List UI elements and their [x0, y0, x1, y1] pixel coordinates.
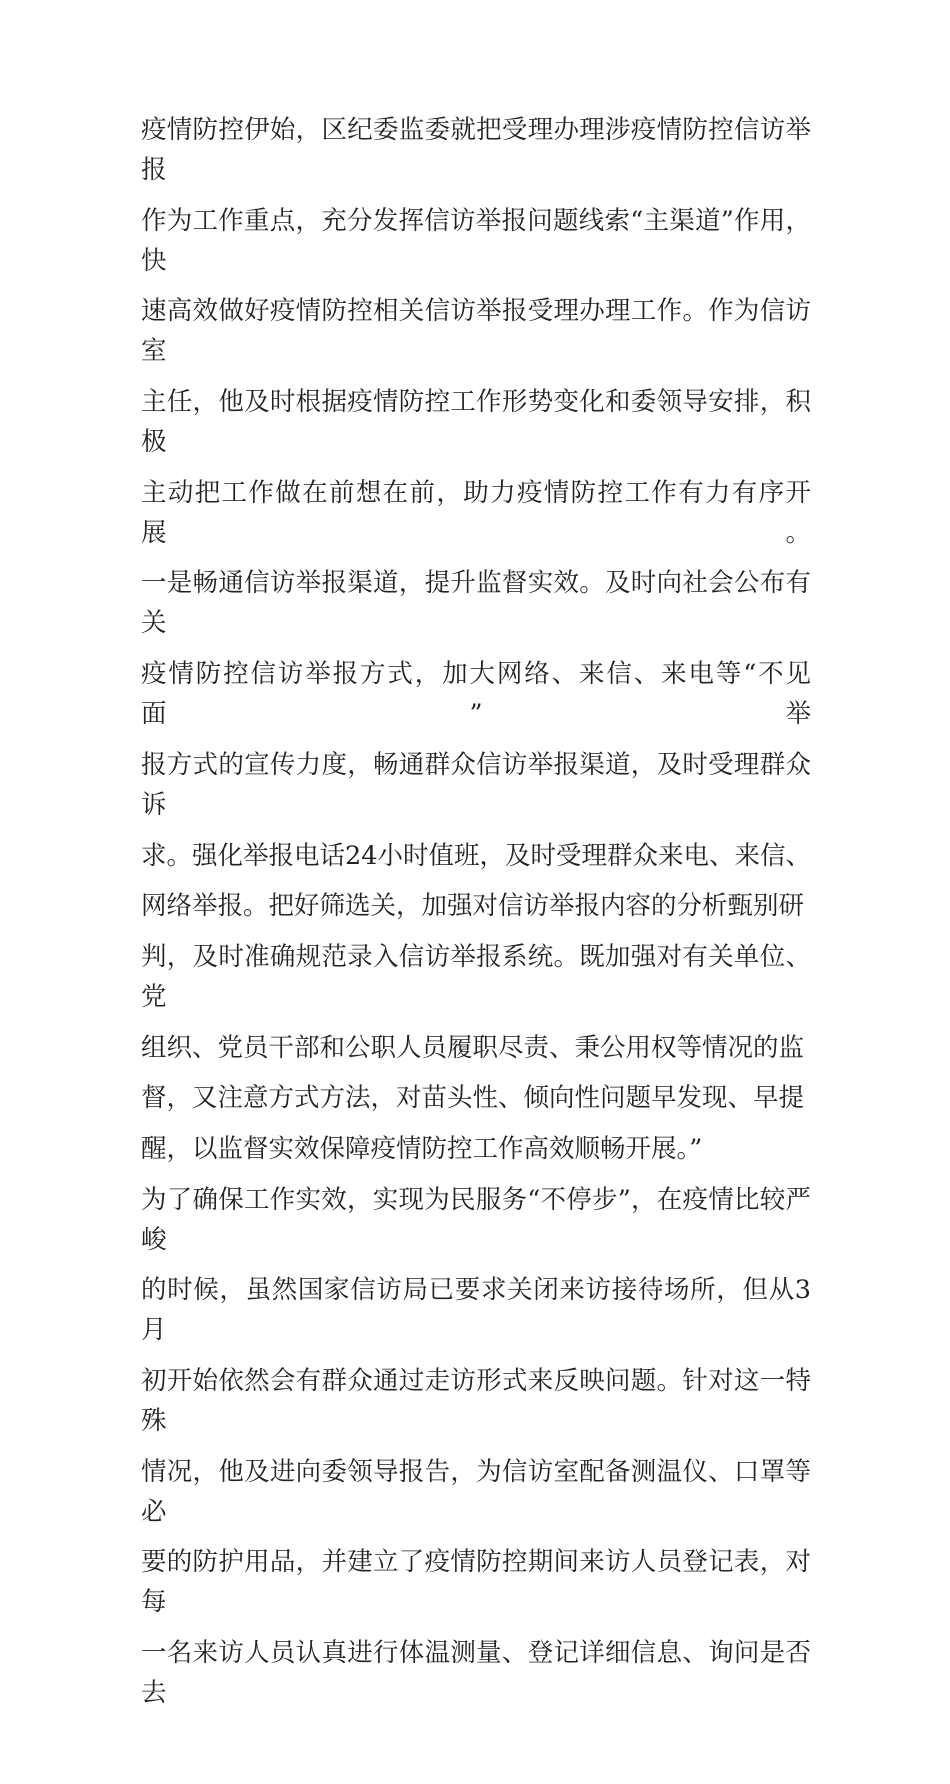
text-line: 初开始依然会有群众通过走访形式来反映问题。针对这一特殊 [141, 1366, 811, 1436]
text-line: 判，及时准确规范录入信访举报系统。既加强对有关单位、党 [141, 941, 811, 1012]
text-line: 主动把工作做在前想在前，助力疫情防控工作有力有序开展。 [141, 477, 811, 548]
text-line: 疫情防控信访举报方式，加大网络、来信、来电等“不见面”举 [141, 659, 811, 730]
text-line: 报方式的宣传力度，畅通群众信访举报渠道，及时受理群众诉 [141, 749, 811, 820]
text-line: 的时候，虽然国家信访局已要求关闭来访接待场所，但从3月 [141, 1275, 811, 1346]
text-line: 要的防护用品，并建立了疫情防控期间来访人员登记表，对每 [141, 1547, 811, 1618]
text-line: 主任，他及时根据疫情防控工作形势变化和委领导安排，积极 [141, 387, 811, 458]
text-line: 一名来访人员认真进行体温测量、登记详细信息、询问是否去 [141, 1638, 811, 1709]
text-line: 督，又注意方式方法，对苗头性、倾向性问题早发现、早提 [141, 1083, 805, 1114]
text-line: 疫情防控伊始，区纪委监委就把受理办理涉疫情防控信访举报 [141, 115, 811, 185]
text-line: 为了确保工作实效，实现为民服务“不停步”，在疫情比较严峻 [141, 1184, 811, 1255]
text-line: 醒，以监督实效保障疫情防控工作高效顺畅开展。” [141, 1133, 703, 1164]
text-line: 一是畅通信访举报渠道，提升监督实效。及时向社会公布有关 [141, 568, 811, 639]
text-line: 情况，他及进向委领导报告，为信访室配备测温仪、口罩等必 [141, 1456, 811, 1527]
text-line: 组织、党员干部和公职人员履职尽责、秉公用权等情况的监 [141, 1032, 805, 1063]
text-line: 速高效做好疫情防控相关信访举报受理办理工作。作为信访室 [141, 296, 811, 367]
text-line: 求。强化举报电话24小时值班，及时受理群众来电、来信、 [141, 840, 811, 871]
text-line: 作为工作重点，充分发挥信访举报问题线索“主渠道”作用，快 [141, 205, 811, 276]
text-line: 网络举报。把好筛选关，加强对信访举报内容的分析甄别研 [141, 891, 805, 922]
